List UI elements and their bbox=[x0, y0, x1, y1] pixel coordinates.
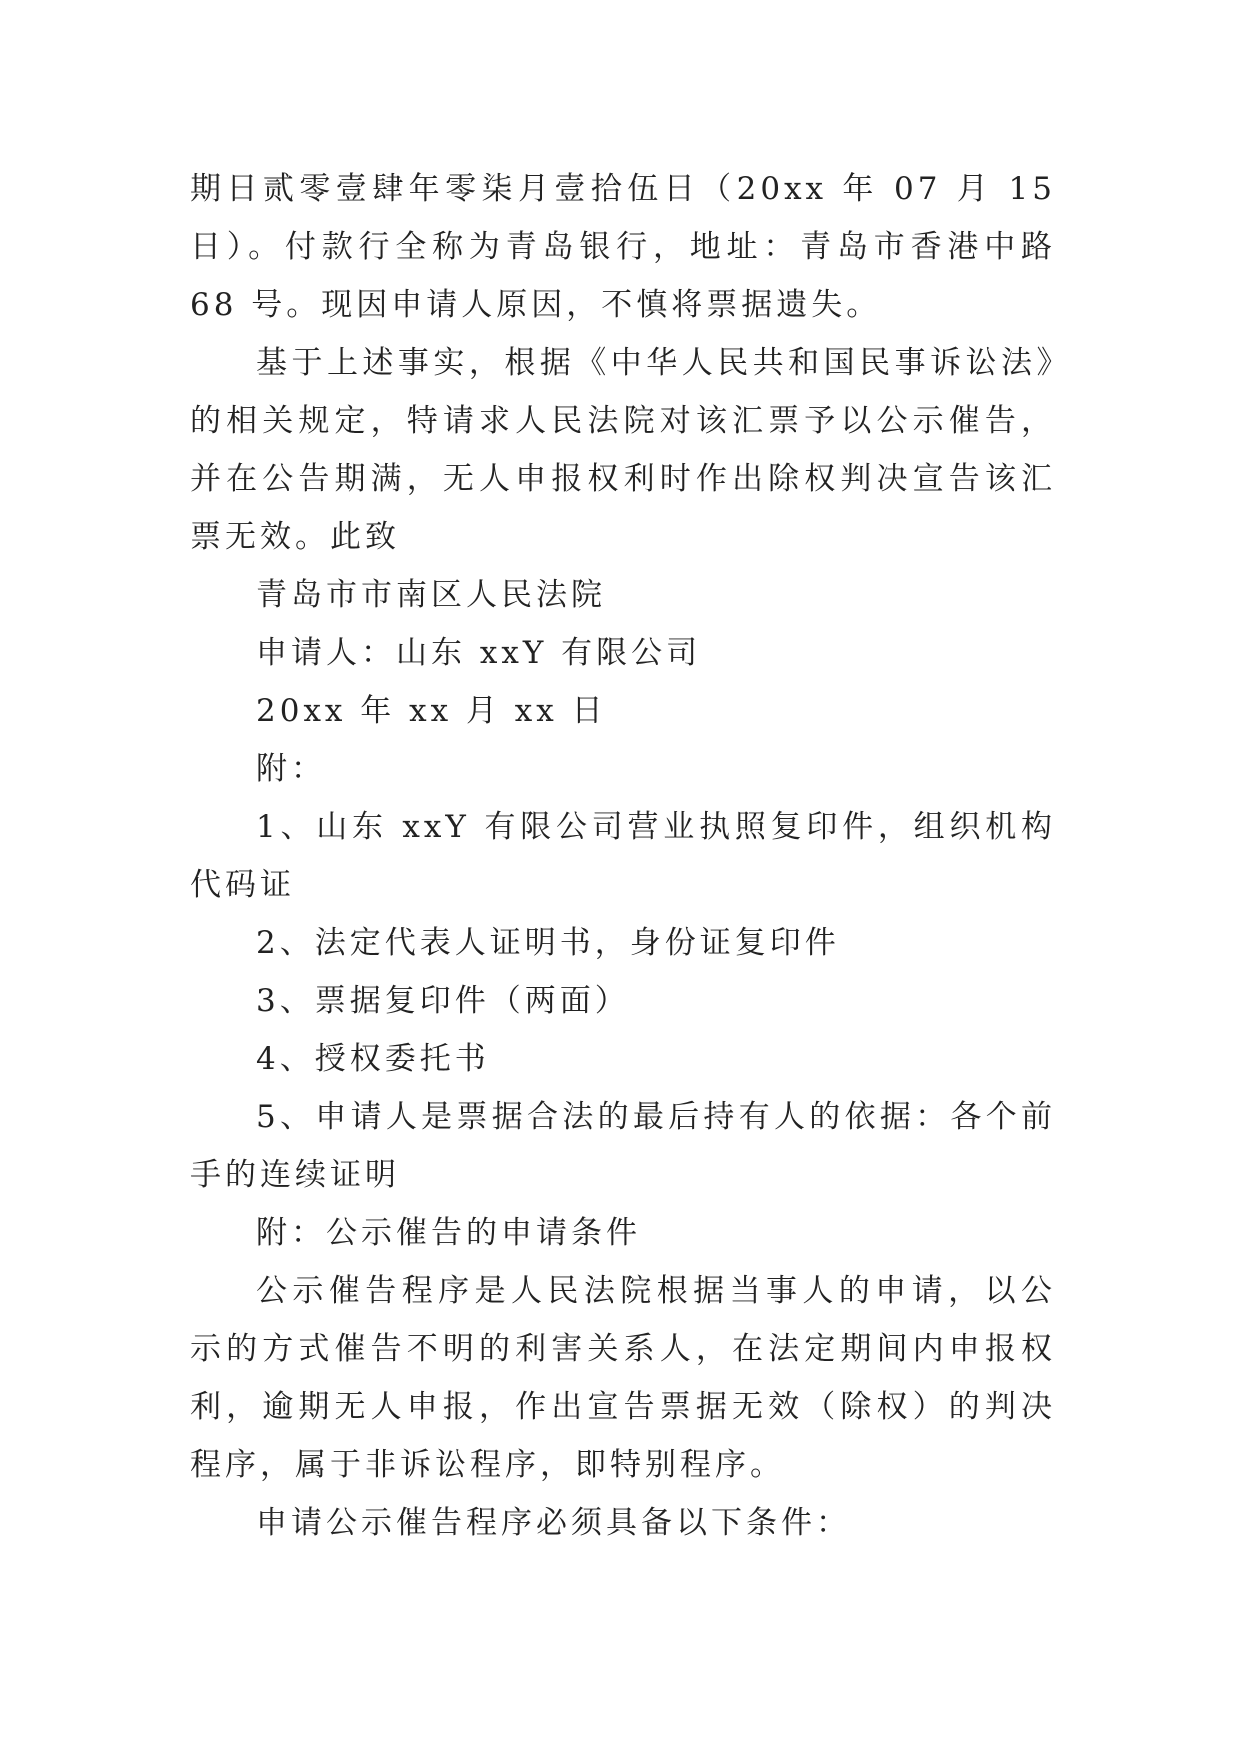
paragraph-procedure-definition: 公示催告程序是人民法院根据当事人的申请，以公示的方式催告不明的利害关系人，在法定期间内申报权利，逾期无人申报，作出宣告票据无效（除权）的判决程序，属于非诉讼程序，即特别程序。 bbox=[190, 1273, 1056, 1483]
appendix-heading: 附：公示催告的申请条件 bbox=[256, 1215, 641, 1251]
attachment-item-5: 5、申请人是票据合法的最后持有人的依据：各个前手的连续证明 bbox=[190, 1099, 1056, 1193]
attachment-item-3: 3、票据复印件（两面） bbox=[256, 983, 630, 1019]
paragraph-request: 基于上述事实，根据《中华人民共和国民事诉讼法》的相关规定，特请求人民法院对该汇票予以公示催告，并在公告期满，无人申报权利时作出除权判决宣告该汇票无效。此致 bbox=[190, 345, 1056, 555]
attachment-item-1: 1、山东 xxY 有限公司营业执照复印件，组织机构代码证 bbox=[190, 809, 1056, 903]
attachment-item-2: 2、法定代表人证明书，身份证复印件 bbox=[256, 925, 840, 961]
document-body bbox=[190, 160, 1056, 1552]
paragraph-conditions-intro: 申请公示催告程序必须具备以下条件： bbox=[256, 1505, 851, 1541]
addressee-court: 青岛市市南区人民法院 bbox=[256, 577, 606, 613]
paragraph-continuation: 期日贰零壹肆年零柒月壹拾伍日（20xx 年 07 月 15 日）。付款行全称为青岛银行，地址：青岛市香港中路 68 号。现因申请人原因，不慎将票据遗失。 bbox=[190, 171, 1056, 323]
attachments-heading: 附： bbox=[256, 751, 326, 787]
applicant-line: 申请人：山东 xxY 有限公司 bbox=[256, 635, 702, 671]
date-line: 20xx 年 xx 月 xx 日 bbox=[256, 693, 607, 729]
attachment-item-4: 4、授权委托书 bbox=[256, 1041, 490, 1077]
